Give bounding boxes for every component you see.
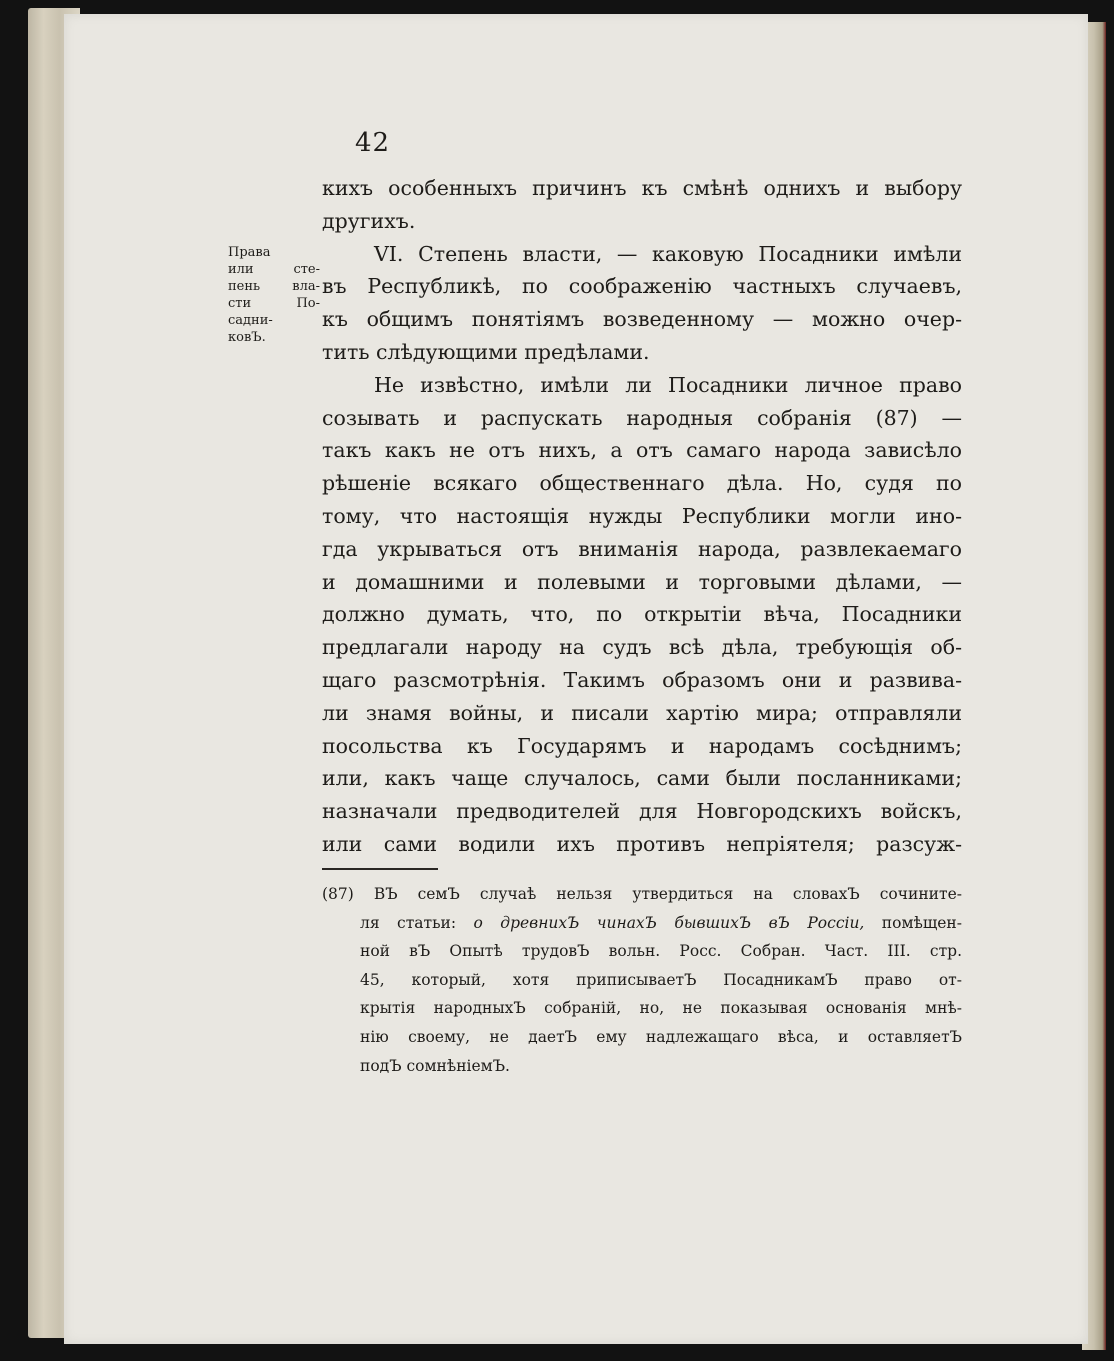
- text-line: гда укрываться отъ вниманія народа, развлекаемаго: [322, 536, 962, 561]
- text-line: щаго разсмотрѣнія. Такимъ образомъ они и развива-: [322, 667, 962, 692]
- text-line: созывать и распускать народныя собранія (87) —: [322, 405, 962, 430]
- text-line: ли знамя войны, и писали хартію мира; отправляли: [322, 700, 962, 725]
- text-line: тому, что настоящія нужды Республики могли ино-: [322, 503, 962, 528]
- footnote-text: ля статьи:: [360, 913, 474, 932]
- footnote-line: крытія народныхЪ собраній, но, не показывая основанія мнѣ-: [360, 999, 962, 1018]
- text-line: VI. Степень власти, — каковую Посадники имѣли: [374, 241, 962, 266]
- text-line: предлагали народу на судъ всѣ дѣла, требующія об-: [322, 635, 962, 660]
- main-text: [322, 172, 962, 861]
- footnote-line: (87) ВЪ семЪ случаѣ нельзя утвердиться на словахЪ сочините-: [322, 885, 962, 903]
- margin-note-line: пень вла-: [228, 279, 320, 294]
- text-line: рѣшеніе всякаго общественнаго дѣла. Но, судя по: [322, 471, 962, 496]
- text-line: и домашними и полевыми и торговыми дѣлами, —: [322, 569, 962, 594]
- text-line: тить слѣдующими предѣлами.: [322, 339, 650, 364]
- footnote-cited-title: о древнихЪ чинахЪ бывшихЪ вЪ Россіи,: [473, 913, 865, 932]
- text-line: или, какъ чаще случалось, сами были посланниками;: [322, 766, 962, 791]
- margin-note-line: садни-: [228, 313, 273, 328]
- margin-note-line: ковЪ.: [228, 330, 266, 345]
- text-line: назначали предводителей для Новгородскихъ войскъ,: [322, 799, 962, 824]
- footnote-line: 45, который, хотя приписываетЪ ПосадникамЪ право от-: [360, 970, 962, 989]
- footnote: [322, 880, 962, 1080]
- margin-note-line: сти По-: [228, 296, 320, 311]
- margin-note-line: Права: [228, 245, 271, 260]
- margin-note: [228, 244, 320, 346]
- text-line: другихъ.: [322, 208, 416, 233]
- text-line: Не извѣстно, имѣли ли Посадники личное право: [374, 372, 962, 397]
- text-line: кихъ особенныхъ причинъ къ смѣнѣ однихъ и выбору: [322, 176, 962, 200]
- margin-note-line: или сте-: [228, 262, 320, 277]
- footnote-line: подЪ сомнѣніемЪ.: [360, 1056, 510, 1075]
- footnote-line: [322, 909, 962, 938]
- text-line: въ Республикѣ, по соображенію частныхъ случаевъ,: [322, 274, 962, 299]
- page-number: 42: [355, 128, 391, 158]
- text-line: къ общимъ понятіямъ возведенному — можно очер-: [322, 307, 962, 332]
- text-line: посольства къ Государямъ и народамъ сосѣднимъ;: [322, 733, 962, 758]
- text-line: или сами водили ихъ противъ непріятеля; разсуж-: [322, 831, 962, 856]
- footnote-text: помѣщен-: [864, 913, 963, 932]
- footnote-rule: [322, 868, 438, 870]
- text-line: должно думать, что, по открытіи вѣча, Посадники: [322, 602, 962, 627]
- text-line: такъ какъ не отъ нихъ, а отъ самаго народа зависѣло: [322, 438, 962, 463]
- footnote-line: нію своему, не даетЪ ему надлежащаго вѣса, и оставляетЪ: [360, 1027, 962, 1046]
- footnote-line: ной вЪ Опытѣ трудовЪ вольн. Росс. Собран. Част. III. стр.: [360, 942, 962, 961]
